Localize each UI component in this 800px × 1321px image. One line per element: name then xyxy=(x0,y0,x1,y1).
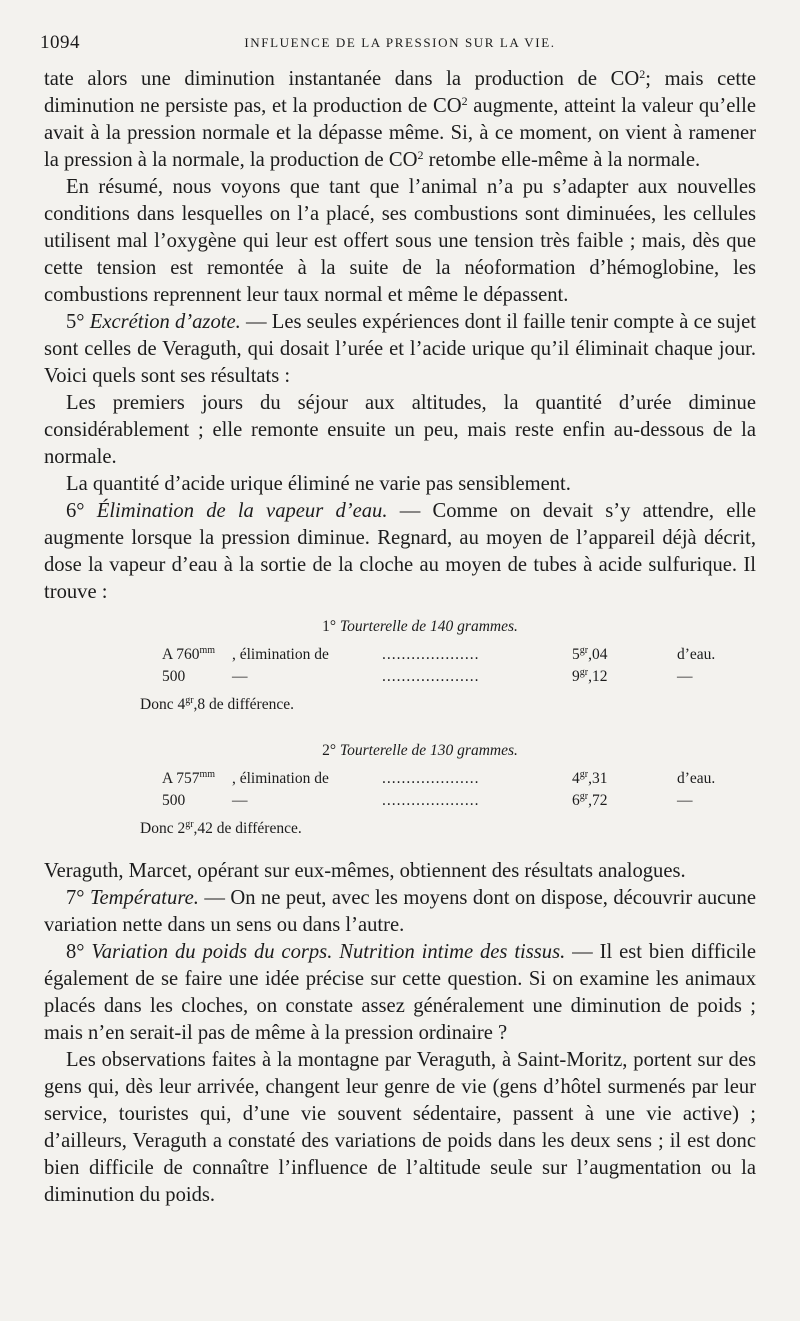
data-row: 500 — .................... $9^{gr},12$ — xyxy=(162,667,693,685)
data-row: A $757^{mm}$ , élimination de .................... $4^{gr},31$ d’eau. xyxy=(162,769,716,787)
paragraph-8: 7° Température. — On ne peut, avec les moyens dont on dispose, découvrir aucune variation nette dans un sens ou dans l’autre. xyxy=(44,887,756,936)
paragraph-7: Veraguth, Marcet, opérant sur eux-mêmes, obtiennent des résultats analogues. xyxy=(44,860,686,882)
section-title: Température. xyxy=(89,887,199,909)
data-row: 500 — .................... $6^{gr},72$ — xyxy=(162,791,693,809)
page-number: 1094 xyxy=(40,32,80,53)
experiment-title: 1° Tourterelle de 140 grammes. xyxy=(322,618,518,635)
section-title: Variation du poids du corps. Nutrition intime des tissus. xyxy=(91,941,566,963)
paragraph-6: 6° Élimination de la vapeur d’eau. — Comme on devait s’y attendre, elle augmente lorsque la pression diminue. Regnard, au moyen de l’appareil déjà décrit, dose la vapeur d’eau à la sortie de la cloche au moyen de tubes à acide sulfurique. Il trouve : xyxy=(44,500,756,603)
data-row: A $760^{mm}$ , élimination de .................... $5^{gr},04$ d’eau. xyxy=(162,645,716,663)
section-title: Excrétion d’azote. xyxy=(89,311,241,333)
paragraph-5: La quantité d’acide urique éliminé ne varie pas sensiblement. xyxy=(66,473,571,495)
difference-line: Donc $2^{gr},42$ de différence. xyxy=(140,819,302,837)
difference-line: Donc $4^{gr},8$ de différence. xyxy=(140,695,294,713)
body-text xyxy=(44,66,756,1209)
data-table xyxy=(44,616,756,840)
page-header xyxy=(40,32,760,56)
paragraph-1: tate alors une diminution instantanée dans la production de $CO^2$; mais cette diminution ne persiste pas, et la production de $CO^2$ augmente, atteint la valeur qu’elle avait à la pression normale et la dépasse même. Si, à ce moment, on vient à ramener la pression à la normale, la production de $CO^2$ retombe elle-même à la normale. xyxy=(44,67,756,171)
paragraph-3: 5° Excrétion d’azote. — Les seules expériences dont il faille tenir compte à ce sujet sont celles de Veraguth, qui dosait l’urée et l’acide urique qu’il éliminait chaque jour. Voici quels sont ses résultats : xyxy=(44,311,756,387)
paragraph-9: 8° Variation du poids du corps. Nutrition intime des tissus. — Il est bien difficile également de se faire une idée précise sur cette question. Si on examine les animaux placés dans les cloches, on constate assez généralement une diminution de poids ; mais n’en serait-il pas de même à la pression ordinaire ? xyxy=(44,941,756,1044)
experiment-title: 2° Tourterelle de 130 grammes. xyxy=(322,742,518,759)
section-title: Élimination de la vapeur d’eau. xyxy=(96,500,388,522)
running-title: INFLUENCE DE LA PRESSION SUR LA VIE. xyxy=(244,35,556,50)
paragraph-4: Les premiers jours du séjour aux altitudes, la quantité d’urée diminue considérablement ; elle remonte ensuite un peu, mais reste enfin au-dessous de la normale. xyxy=(44,392,756,468)
paragraph-10: Les observations faites à la montagne par Veraguth, à Saint-Moritz, portent sur des gens qui, dès leur arrivée, changent leur genre de vie (gens d’hôtel surmenés par leur service, touristes qui, d’une vie souvent sédentaire, passent à une vie active) ; d’ailleurs, Veraguth a constaté des variations de poids dans les deux sens ; il est donc bien difficile de connaître l’influence de l’altitude seule sur l’augmentation ou la diminution du poids. xyxy=(44,1049,756,1206)
paragraph-2: En résumé, nous voyons que tant que l’animal n’a pu s’adapter aux nouvelles conditions dans lesquelles on l’a placé, ses combustions sont diminuées, les cellules utilisent mal l’oxygène qui leur est offert sous une tension très faible ; mais, dès que cette tension est remontée à la suite de la néoformation d’hémoglobine, les combustions reprennent leur taux normal et même le dépassent. xyxy=(44,176,756,306)
